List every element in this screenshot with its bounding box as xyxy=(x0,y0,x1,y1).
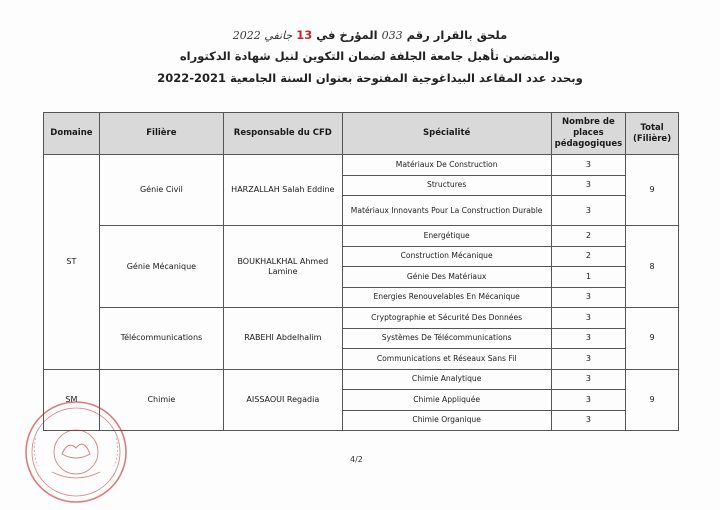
places-cell: 3 xyxy=(551,390,626,411)
places-cell: 3 xyxy=(551,287,626,308)
col-responsable: Responsable du CFD xyxy=(223,113,342,155)
specialite-cell: Cryptographie et Sécurité Des Données xyxy=(342,308,551,329)
specialite-cell: Construction Mécanique xyxy=(342,246,551,267)
specialite-cell: Matériaux De Construction xyxy=(342,155,551,176)
header-line-1 xyxy=(120,26,620,45)
specialite-cell: Structures xyxy=(342,175,551,196)
specialite-cell: Chimie Appliquée xyxy=(342,390,551,411)
filiere-cell: Génie Civil xyxy=(99,155,223,226)
col-total: Total (Filière) xyxy=(626,113,679,155)
places-cell: 2 xyxy=(551,226,626,247)
responsable-cell: HARZALLAH Salah Eddine xyxy=(223,155,342,226)
specialite-cell: Génie Des Matériaux xyxy=(342,267,551,288)
header-prefix: ملحق بالقرار رقم xyxy=(406,28,508,42)
decision-number: 033 xyxy=(381,29,403,42)
places-cell: 2 xyxy=(551,246,626,267)
decision-date: جانفي 2022 xyxy=(232,29,293,42)
specialite-cell: Communications et Réseaux Sans Fil xyxy=(342,349,551,370)
filiere-cell: Génie Mécanique xyxy=(99,226,223,308)
places-cell: 3 xyxy=(551,369,626,390)
places-cell: 1 xyxy=(551,267,626,288)
responsable-cell: AISSAOUI Regadia xyxy=(223,369,342,431)
header-dated: المؤرخ في xyxy=(316,28,378,42)
header-line-2: والمتضمن تأهيل جامعة الجلفة لضمان التكوين لنيل شهادة الدكتوراه xyxy=(179,49,561,63)
places-table xyxy=(43,112,679,431)
places-cell: 3 xyxy=(551,349,626,370)
specialite-cell: Energies Renouvelables En Mécanique xyxy=(342,287,551,308)
total-cell: 9 xyxy=(626,369,679,431)
filiere-cell: Télécommunications xyxy=(99,308,223,370)
total-cell: 9 xyxy=(626,155,679,226)
specialite-cell: Matériaux Innovants Pour La Construction Durable xyxy=(342,196,551,226)
header-line-3: وبحدد عدد المقاعد البيداغوجية المفتوحة بعنوان السنة الجامعية 2021-2022 xyxy=(157,71,583,85)
total-cell: 8 xyxy=(626,226,679,308)
places-cell: 3 xyxy=(551,196,626,226)
domain-cell: SM xyxy=(44,369,100,431)
domain-cell: ST xyxy=(44,155,100,370)
specialite-cell: Systèmes De Télécommunications xyxy=(342,328,551,349)
specialite-cell: Energétique xyxy=(342,226,551,247)
responsable-cell: RABEHI Abdelhalim xyxy=(223,308,342,370)
page-number: 4/2 xyxy=(350,455,363,464)
col-filiere: Filière xyxy=(99,113,223,155)
total-cell: 9 xyxy=(626,308,679,370)
responsable-cell: BOUKHALKHAL Ahmed Lamine xyxy=(223,226,342,308)
official-seal-stamp xyxy=(22,398,130,506)
table-row xyxy=(44,369,679,390)
places-cell: 3 xyxy=(551,410,626,431)
col-specialite: Spécialité xyxy=(342,113,551,155)
table-row xyxy=(44,226,679,247)
decision-header xyxy=(120,26,620,89)
filiere-cell: Chimie xyxy=(99,369,223,431)
places-cell: 3 xyxy=(551,175,626,196)
places-cell: 3 xyxy=(551,155,626,176)
table-row xyxy=(44,308,679,329)
decision-date-day: 13 xyxy=(296,28,313,42)
table-row xyxy=(44,155,679,176)
specialite-cell: Chimie Organique xyxy=(342,410,551,431)
col-domaine: Domaine xyxy=(44,113,100,155)
specialite-cell: Chimie Analytique xyxy=(342,369,551,390)
col-places: Nombre de places pédagogiques xyxy=(551,113,626,155)
places-cell: 3 xyxy=(551,328,626,349)
places-cell: 3 xyxy=(551,308,626,329)
table-header-row xyxy=(44,113,679,155)
